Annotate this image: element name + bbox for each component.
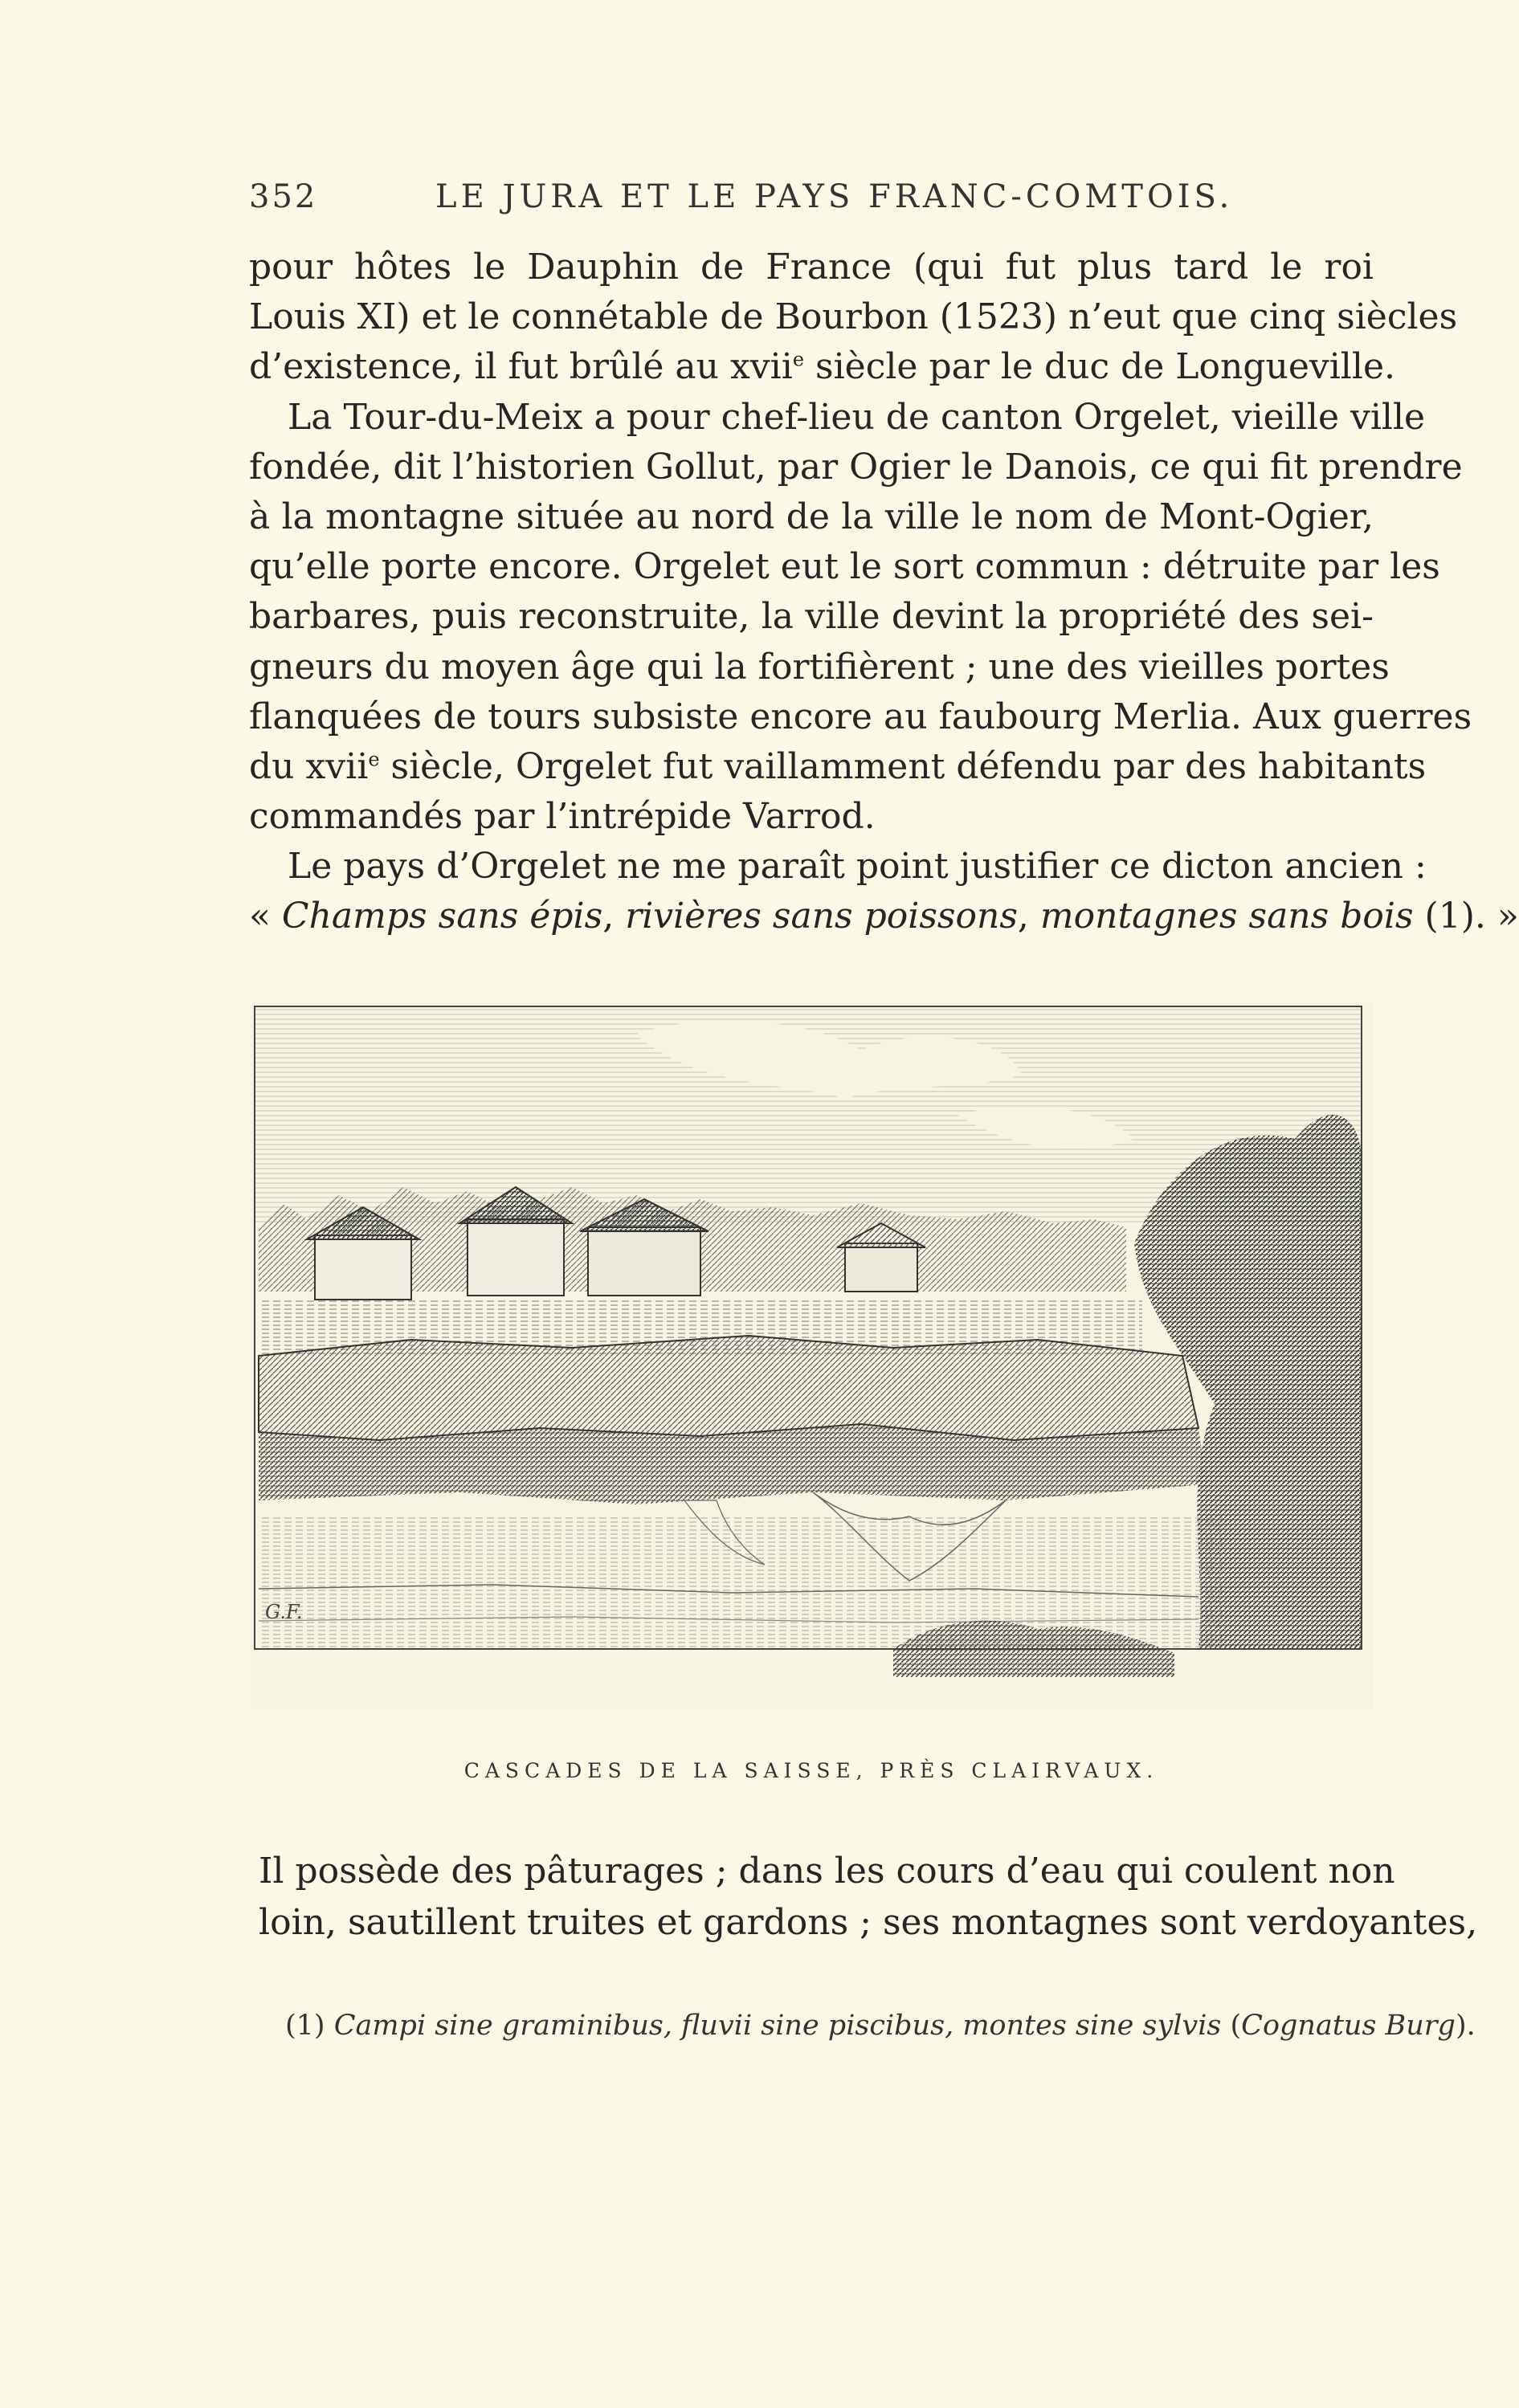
text-line: [249, 742, 1427, 792]
paragraph-1: [249, 243, 1458, 393]
paragraph-2: [249, 393, 1472, 843]
footnote-paren-close: ).: [1455, 2010, 1476, 2042]
quote-open: «: [249, 896, 271, 937]
text-line: qu’elle porte encore. Orgelet eut le sort commun : détruite par les: [249, 546, 1440, 588]
text-line: commandés par l’intrépide Varrod.: [249, 796, 876, 838]
text-line: [249, 892, 1519, 941]
page-header: [249, 178, 1374, 220]
text-line: à la montagne située au nord de la ville le nom de Mont-Ogier,: [249, 496, 1374, 537]
italic-phrase: montagnes sans bois: [1039, 896, 1414, 937]
text-line: fondée, dit l’historien Gollut, par Ogier le Danois, ce qui fit prendre: [249, 446, 1463, 488]
page-number: 352: [249, 178, 318, 215]
engraving-illustration: [251, 1002, 1374, 1709]
footnote-marker: (1): [285, 2010, 325, 2042]
text-line: [249, 342, 1395, 392]
continued-text: [259, 1846, 1478, 1949]
comma: ,: [602, 896, 615, 937]
superscript: e: [792, 348, 805, 371]
paragraph-3: [249, 842, 1519, 941]
text-line: pour hôtes le Dauphin de France (qui fut plus tard le roi: [249, 247, 1374, 288]
text-fragment: siècle, Orgelet fut vaillamment défendu par des habitants: [390, 745, 1427, 787]
text-line: barbares, puis reconstruite, la ville devint la propriété des sei-: [249, 596, 1374, 638]
text-fragment: du xvii: [249, 745, 369, 787]
main-text: [249, 243, 1519, 942]
footnote-latin: Campi sine graminibus, fluvii sine piscibus, montes sine sylvis: [333, 2010, 1222, 2042]
footnote-ref: (1). »: [1424, 896, 1519, 937]
text-line: gneurs du moyen âge qui la fortifièrent ; une des vieilles portes: [249, 646, 1390, 688]
text-line: Louis XI) et le connétable de Bourbon (1523) n’eut que cinq siècles: [249, 296, 1458, 338]
text-line: Le pays d’Orgelet ne me paraît point justifier ce dicton ancien :: [288, 846, 1427, 888]
text-line: La Tour-du-Meix a pour chef-lieu de canton Orgelet, vieille ville: [288, 396, 1426, 438]
comma: ,: [1017, 896, 1029, 937]
italic-phrase: Champs sans épis: [281, 896, 603, 937]
cascade-engraving: [251, 1002, 1374, 1709]
text-line: flanquées de tours subsiste encore au faubourg Merlia. Aux guerres: [249, 696, 1472, 737]
illustration-caption: CASCADES DE LA SAISSE, PRÈS CLAIRVAUX.: [463, 1759, 1159, 1782]
text-line: loin, sautillent truites et gardons ; ses montagnes sont verdoyantes,: [259, 1902, 1478, 1943]
superscript: e: [368, 748, 380, 771]
italic-phrase: rivières sans poissons: [625, 896, 1018, 937]
footnote-source: Cognatus Burg: [1241, 2010, 1456, 2042]
running-title: LE JURA ET LE PAYS FRANC-COMTOIS.: [435, 178, 1234, 215]
text-fragment: siècle par le duc de Longueville.: [815, 346, 1395, 388]
text-fragment: d’existence, il fut brûlé au xvii: [249, 346, 793, 388]
footnote: [285, 2010, 1476, 2042]
artist-signature: G.F.: [265, 1601, 303, 1623]
text-line: Il possède des pâturages ; dans les cours d’eau qui coulent non: [259, 1851, 1395, 1892]
footnote-paren-open: (: [1230, 2010, 1242, 2042]
